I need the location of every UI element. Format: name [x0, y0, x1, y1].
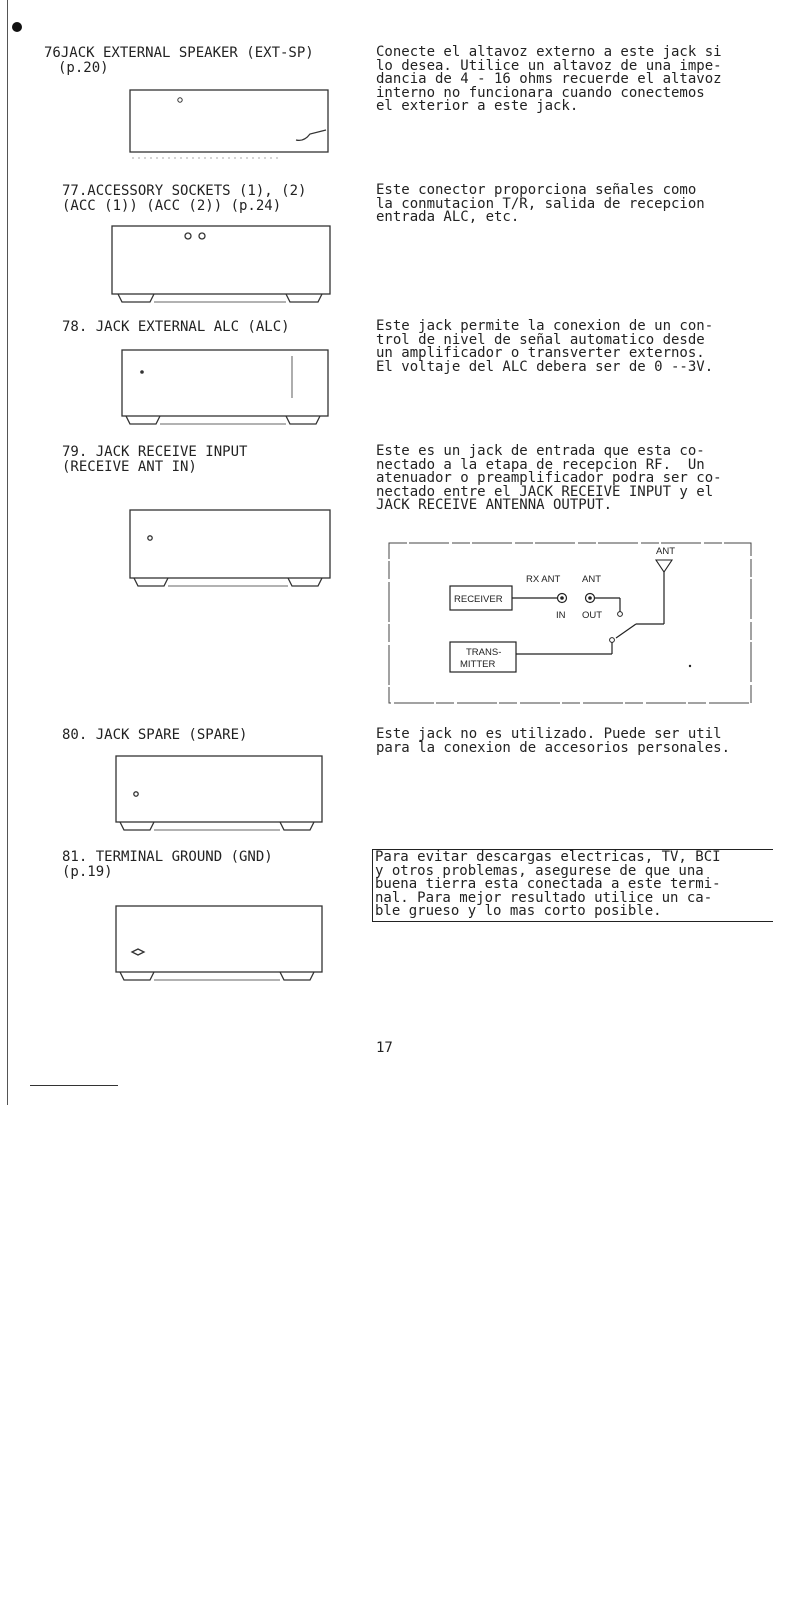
- item-81-title: [62, 850, 273, 880]
- antenna-label: ANT: [656, 546, 675, 557]
- rx-ant-label: RX ANT: [526, 574, 561, 585]
- item-77-title-line-1: 77.ACCESSORY SOCKETS (1), (2): [62, 183, 307, 199]
- transmitter-label-1: TRANS-: [466, 647, 502, 658]
- item-78-title-line-1: 78. JACK EXTERNAL ALC (ALC): [62, 319, 290, 335]
- item-77-desc-line-2: la conmutacion T/R, salida de recepcion: [376, 195, 705, 212]
- item-81-desc-line-3: buena tierra esta conectada a este termi-: [375, 876, 721, 892]
- item-81-desc-line-1: Para evitar descargas electricas, TV, BCI: [375, 849, 721, 865]
- item-78-desc-line-2: trol de nivel de señal automatico desde: [376, 331, 705, 348]
- item-78-desc-line-3: un amplificador o transverter externos.: [376, 345, 705, 361]
- item-81-desc-line-4: nal. Para mejor resultado utilice un ca-: [375, 889, 713, 906]
- item-78-description: [376, 320, 713, 374]
- item-80-title-line-1: 80. JACK SPARE (SPARE): [62, 727, 248, 743]
- item-77-desc-line-3: entrada ALC, etc.: [376, 209, 520, 225]
- item-79-radio-rear-panel: [128, 508, 334, 596]
- item-77-description: [376, 184, 705, 225]
- item-77-title-line-2: (ACC (1)) (ACC (2)) (p.24): [62, 198, 282, 214]
- ant-out-top-label: ANT: [582, 574, 601, 585]
- item-77-desc-line-1: Este conector proporciona señales como: [376, 182, 697, 198]
- item-80-desc-line-1: Este jack no es utilizado. Puede ser util: [376, 726, 722, 742]
- item-76-desc-line-5: el exterior a este jack.: [376, 98, 579, 114]
- transmitter-label-2: MITTER: [460, 659, 496, 670]
- in-label: IN: [556, 610, 566, 621]
- ground-terminal-icon: [132, 949, 144, 955]
- item-77-title: [62, 184, 306, 214]
- footnote-rule: [30, 1085, 118, 1086]
- punch-hole: [12, 22, 22, 32]
- item-78-desc-line-4: El voltaje del ALC debera ser de 0 --3V.: [376, 358, 714, 375]
- item-81-desc-line-5: ble grueso y lo mas corto posible.: [375, 903, 662, 919]
- item-81-title-line-1: 81. TERMINAL GROUND (GND): [62, 849, 273, 865]
- item-81-desc-line-2: y otros problemas, asegurese de que una: [375, 862, 704, 879]
- item-79-desc-line-1: Este es un jack de entrada que esta co-: [376, 443, 705, 459]
- antenna-connection-diagram: [388, 542, 752, 704]
- item-80-title: [62, 728, 247, 743]
- item-76-desc-line-2: lo desea. Utilice un altavoz de una impe-: [376, 57, 722, 74]
- item-76-desc-line-1: Conecte el altavoz externo a este jack si: [376, 44, 722, 60]
- item-81-radio-rear-panel: [114, 904, 326, 990]
- item-78-title: [62, 320, 290, 335]
- item-79-title: [62, 445, 247, 475]
- out-label: OUT: [582, 610, 603, 621]
- item-79-desc-line-2: nectado a la etapa de recepcion RF. Un: [376, 456, 705, 473]
- antenna-symbol: [656, 560, 672, 572]
- page-number: 17: [376, 1040, 393, 1056]
- item-76-radio-rear-panel: [128, 88, 332, 160]
- item-77-radio-rear-panel: [110, 224, 334, 310]
- item-76-desc-line-3: dancia de 4 - 16 ohms recuerde el altavoz: [376, 71, 722, 87]
- item-76-description: [376, 46, 722, 114]
- item-81-description: [372, 849, 773, 922]
- item-79-desc-line-4: nectado entre el JACK RECEIVE INPUT y el: [376, 483, 714, 500]
- item-76-title: [44, 46, 314, 76]
- receiver-label: RECEIVER: [454, 594, 503, 605]
- item-80-description: [376, 728, 730, 755]
- switch-arm: [616, 624, 636, 638]
- item-79-desc-line-3: atenuador o preamplificador podra ser co-: [376, 470, 722, 486]
- item-79-title-line-2: (RECEIVE ANT IN): [62, 459, 197, 475]
- item-76-title-line-2: (p.20): [58, 60, 109, 76]
- item-76-title-line-1: 76JACK EXTERNAL SPEAKER (EXT-SP): [44, 45, 314, 61]
- item-80-desc-line-2: para la conexion de accesorios personales.: [376, 739, 731, 756]
- binding-edge-line: [7, 0, 8, 1105]
- item-79-desc-line-5: JACK RECEIVE ANTENNA OUTPUT.: [376, 497, 613, 513]
- item-81-title-line-2: (p.19): [62, 864, 113, 880]
- item-79-title-line-1: 79. JACK RECEIVE INPUT: [62, 444, 248, 460]
- item-80-radio-rear-panel: [114, 754, 326, 840]
- item-78-radio-rear-panel: [120, 348, 332, 434]
- item-78-desc-line-1: Este jack permite la conexion de un con-: [376, 318, 714, 334]
- item-79-description: [376, 445, 722, 513]
- item-76-desc-line-4: interno no funcionara cuando conectemos: [376, 84, 705, 101]
